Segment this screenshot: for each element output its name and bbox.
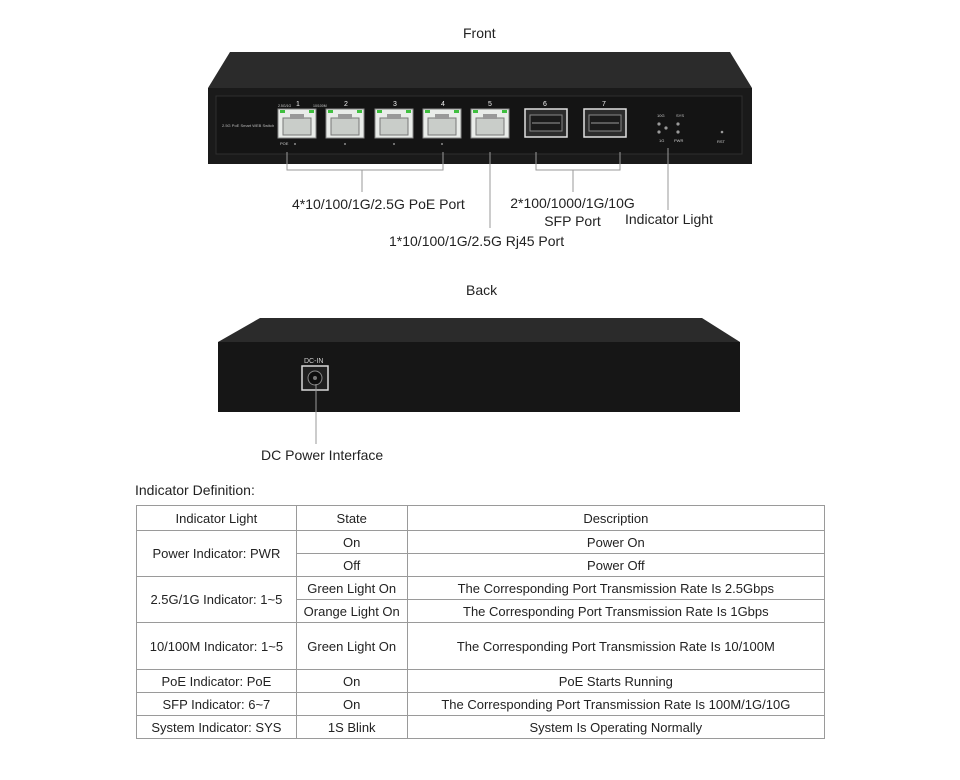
port-number-6: 6 (543, 101, 547, 108)
dc-in-label: DC-IN (304, 358, 324, 365)
indicator-cell: PoE Indicator: PoE (137, 670, 297, 693)
svg-text:RST: RST (717, 139, 725, 144)
table-row (137, 577, 825, 600)
state-cell: Off (296, 554, 407, 577)
callout-sfp-line2: SFP Port (544, 213, 601, 229)
description-cell: The Corresponding Port Transmission Rate Is 10/100M (407, 623, 824, 670)
port-number-1: 1 (296, 101, 300, 108)
description-cell: PoE Starts Running (407, 670, 824, 693)
description-cell: System Is Operating Normally (407, 716, 824, 739)
state-cell: On (296, 693, 407, 716)
header-indicator-light: Indicator Light (137, 506, 297, 531)
port1-tag-left: 2.5G/1G (278, 104, 292, 108)
table-row (137, 716, 825, 739)
header-description: Description (407, 506, 824, 531)
state-cell: On (296, 670, 407, 693)
port-number-2: 2 (344, 101, 348, 108)
panel-title: 2.5G PoE Smart WEB Switch (222, 123, 275, 128)
indicator-cell: 2.5G/1G Indicator: 1~5 (137, 577, 297, 623)
description-cell: The Corresponding Port Transmission Rate Is 100M/1G/10G (407, 693, 824, 716)
indicator-cell: System Indicator: SYS (137, 716, 297, 739)
port-number-3: 3 (393, 101, 397, 108)
state-cell: On (296, 531, 407, 554)
led-label-sys: SYS (676, 113, 685, 118)
port-number-4: 4 (441, 101, 445, 108)
back-heading: Back (466, 282, 498, 298)
table-header-row (137, 506, 825, 531)
description-cell: Power Off (407, 554, 824, 577)
led-label-pwr: PWR (674, 138, 684, 143)
header-state: State (296, 506, 407, 531)
callout-rj45-port: 1*10/100/1G/2.5G Rj45 Port (389, 233, 565, 249)
table-row (137, 670, 825, 693)
led-label-10g: 10G (657, 113, 665, 118)
table-row (137, 623, 825, 670)
indicator-definition-table (136, 505, 825, 739)
port1-tag-right: 10/100M (313, 104, 327, 108)
port-number-5: 5 (488, 101, 492, 108)
table-row (137, 693, 825, 716)
indicator-definition-title: Indicator Definition: (135, 482, 255, 498)
indicator-cell: Power Indicator: PWR (137, 531, 297, 577)
state-cell: Green Light On (296, 577, 407, 600)
state-cell: Orange Light On (296, 600, 407, 623)
callout-poe-ports: 4*10/100/1G/2.5G PoE Port (292, 196, 465, 212)
front-heading: Front (463, 25, 496, 41)
description-cell: The Corresponding Port Transmission Rate Is 2.5Gbps (407, 577, 824, 600)
callout-sfp-line1: 2*100/1000/1G/10G (510, 195, 635, 211)
callout-dc-power: DC Power Interface (261, 447, 384, 463)
table-row (137, 531, 825, 554)
description-cell: The Corresponding Port Transmission Rate Is 1Gbps (407, 600, 824, 623)
indicator-cell: SFP Indicator: 6~7 (137, 693, 297, 716)
port-number-7: 7 (602, 101, 606, 108)
state-cell: 1S Blink (296, 716, 407, 739)
poe-tag: POE (280, 141, 289, 146)
led-label-1g: 1G (659, 138, 665, 143)
state-cell: Green Light On (296, 623, 407, 670)
callout-indicator-light: Indicator Light (625, 211, 713, 227)
indicator-cell: 10/100M Indicator: 1~5 (137, 623, 297, 670)
description-cell: Power On (407, 531, 824, 554)
